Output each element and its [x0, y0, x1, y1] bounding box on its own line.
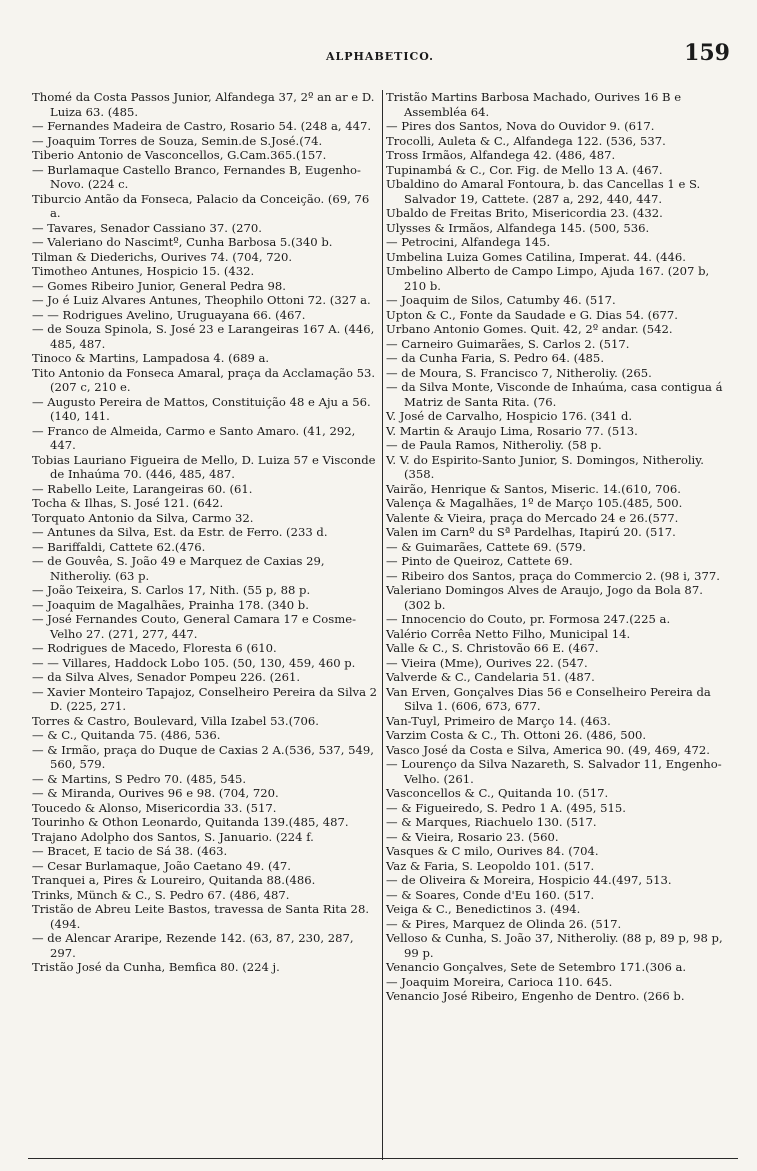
directory-entry: Tupinambá & C., Cor. Fig. de Mello 13 A. (467. [386, 162, 663, 177]
directory-entry: — & Martins, S Pedro 70. (485, 545. [32, 771, 247, 786]
directory-entry: — de Alencar Araripe, Rezende 142. (63, 87, 230, 287, 297. [32, 931, 354, 960]
directory-entry: — da Silva Monte, Visconde de Inhaúma, casa contigua á Matriz de Santa Rita. (76. [386, 380, 723, 409]
directory-entry: Tiburcio Antão da Fonseca, Palacio da Conceição. (69, 76 a. [32, 191, 370, 220]
directory-entry: Trajano Adolpho dos Santos, S. Januario. (224 f. [32, 829, 314, 844]
directory-entry: Valle & C., S. Christovão 66 E. (467. [386, 641, 599, 655]
directory-entry: Umbelina Luiza Gomes Catilina, Imperat. 44. (446. [386, 249, 686, 264]
directory-entry: — Franco de Almeida, Carmo e Santo Amaro. (41, 292, 447. [32, 423, 356, 452]
directory-entry: — Innocencio do Couto, pr. Formosa 247.(225 a. [386, 612, 671, 626]
running-title: ALPHABETICO. [325, 50, 434, 63]
directory-entry: Van-Tuyl, Primeiro de Março 14. (463. [386, 713, 611, 728]
directory-entry: — — Villares, Haddock Lobo 105. (50, 130, 459, 460 p. [32, 655, 356, 670]
directory-entry: Vaz & Faria, S. Leopoldo 101. (517. [386, 858, 595, 873]
page-header [30, 40, 730, 74]
bottom-rule [28, 1158, 738, 1159]
directory-entry: Vasconcellos & C., Quitanda 10. (517. [386, 786, 609, 800]
directory-entry: Valente & Vieira, praça do Mercado 24 e 26.(577. [386, 510, 679, 525]
directory-entry: Ubaldo de Freitas Brito, Misericordia 23. (432. [386, 206, 663, 220]
directory-entry: — Bracet, E tacio de Sá 38. (463. [32, 844, 228, 858]
directory-entry: Toucedo & Alonso, Misericordia 33. (517. [32, 800, 277, 815]
directory-entry: — José Fernandes Couto, General Camara 17 e Cosme-Velho 27. (271, 277, 447. [32, 612, 356, 641]
directory-entry: — Tavares, Senador Cassiano 37. (270. [32, 220, 262, 235]
directory-entry: — da Silva Alves, Senador Pompeu 226. (261. [32, 670, 301, 684]
directory-entry: Tinoco & Martins, Lampadosa 4. (689 a. [32, 351, 270, 365]
directory-entry: Ubaldino do Amaral Fontoura, b. das Cancellas 1 e S. Salvador 19, Cattete. (287 a, 292, 440, 447. [386, 177, 701, 206]
directory-entry: — & Soares, Conde d'Eu 160. (517. [386, 887, 595, 902]
directory-entry: Torres & Castro, Boulevard, Villa Izabel 53.(706. [32, 713, 319, 728]
directory-entry: V. V. do Espirito-Santo Junior, S. Domingos, Nitheroliy. (358. [386, 452, 704, 481]
directory-entry: — Valeriano do Nascimtº, Cunha Barbosa 5.(340 b. [32, 235, 333, 249]
directory-entry: Tobias Lauriano Figueira de Mello, D. Luiza 57 e Visconde de Inhaúma 70. (446, 485, 487. [32, 452, 376, 481]
directory-entry: Valverde & C., Candelaria 51. (487. [386, 670, 595, 684]
directory-entry: — & C., Quitanda 75. (486, 536. [32, 728, 221, 742]
directory-entry: Varzim Costa & C., Th. Ottoni 26. (486, 500. [386, 728, 647, 742]
directory-entry: Valeriano Domingos Alves de Araujo, Jogo da Bola 87. (302 b. [386, 583, 703, 612]
directory-entry: — da Cunha Faria, S. Pedro 64. (485. [386, 351, 604, 365]
directory-entry: V. Martin & Araujo Lima, Rosario 77. (513. [386, 423, 638, 438]
directory-entry: — Augusto Pereira de Mattos, Constituição 48 e Aju a 56. (140, 141. [32, 394, 371, 423]
page-number: 159 [684, 40, 730, 66]
directory-entry: — Cesar Burlamaque, João Caetano 49. (47. [32, 858, 291, 873]
directory-entry: Vasco José da Costa e Silva, America 90. (49, 469, 472. [386, 742, 710, 757]
directory-entry: Tristão Martins Barbosa Machado, Ourives 16 B e Assembléa 64. [386, 90, 682, 119]
directory-entry: — de Moura, S. Francisco 7, Nitheroliy. (265. [386, 365, 652, 380]
directory-entry: Van Erven, Gonçalves Dias 56 e Conselheiro Pereira da Silva 1. (606, 673, 677. [386, 684, 711, 713]
directory-entry: Tristão de Abreu Leite Bastos, travessa de Santa Rita 28. (494. [32, 902, 369, 931]
directory-entry: — Joaquim de Magalhães, Prainha 178. (340 b. [32, 597, 309, 612]
directory-entry: — & Vieira, Rosario 23. (560. [386, 829, 559, 844]
directory-entry: — de Paula Ramos, Nitheroliy. (58 p. [386, 438, 602, 452]
directory-entry: Tristão José da Cunha, Bemfica 80. (224 j. [32, 960, 280, 974]
directory-entry: — Rabello Leite, Larangeiras 60. (61. [32, 481, 253, 496]
directory-entry: Upton & C., Fonte da Saudade e G. Dias 54. (677. [386, 307, 678, 322]
directory-entry: Vairão, Henrique & Santos, Miseric. 14.(610, 706. [386, 481, 681, 496]
directory-entry: V. José de Carvalho, Hospicio 176. (341 d. [386, 409, 633, 423]
directory-entry: — Burlamaque Castello Branco, Fernandes B, Eugenho-Novo. (224 c. [32, 162, 361, 191]
directory-entry: — Joaquim Torres de Souza, Semin.de S.José.(74. [32, 133, 323, 148]
left-column [32, 90, 382, 1160]
directory-entry: Valen im Carnº du Sª Pardelhas, Itapirú 20. (517. [386, 525, 676, 539]
directory-entry: Ulysses & Irmãos, Alfandega 145. (500, 536. [386, 220, 650, 235]
directory-entry: — & Pires, Marquez de Olinda 26. (517. [386, 916, 622, 931]
directory-entry: Trinks, Münch & C., S. Pedro 67. (486, 487. [32, 887, 290, 902]
directory-entry: Tilman & Diederichs, Ourives 74. (704, 720. [32, 249, 293, 264]
directory-entry: Tourinho & Othon Leonardo, Quitanda 139.(485, 487. [32, 815, 349, 829]
directory-entry: — & Irmão, praça do Duque de Caxias 2 A.(536, 537, 549, 560, 579. [32, 742, 374, 771]
directory-entry: Urbano Antonio Gomes. Quit. 42, 2º andar. (542. [386, 322, 673, 336]
directory-entry: — & Guimarães, Cattete 69. (579. [386, 539, 586, 554]
directory-entry: Timotheo Antunes, Hospicio 15. (432. [32, 264, 255, 278]
directory-entry: Venancio José Ribeiro, Engenho de Dentro. (266 b. [386, 989, 685, 1003]
directory-entry: Valério Corrêa Netto Filho, Municipal 14. [386, 626, 631, 641]
directory-entry: Thomé da Costa Passos Junior, Alfandega 37, 2º an ar e D. Luiza 63. (485. [32, 90, 375, 119]
directory-entry: — — Rodrigues Avelino, Uruguayana 66. (467. [32, 307, 306, 322]
directory-entry: — & Marques, Riachuelo 130. (517. [386, 815, 597, 829]
directory-entry: — Pires dos Santos, Nova do Ouvidor 9. (617. [386, 119, 655, 133]
directory-entry: — Petrocini, Alfandega 145. [386, 235, 551, 249]
directory-entry: Tranquei a, Pires & Loureiro, Quitanda 88.(486. [32, 873, 316, 887]
directory-entry: Umbelino Alberto de Campo Limpo, Ajuda 167. (207 b, 210 b. [386, 264, 710, 293]
directory-entry: Tiberio Antonio de Vasconcellos, G.Cam.365.(157. [32, 148, 327, 162]
directory-entry: — Ribeiro dos Santos, praça do Commercio 2. (98 i, 377. [386, 568, 720, 583]
directory-entry: — Joaquim Moreira, Carioca 110. 645. [386, 974, 613, 989]
directory-entry: Venancio Gonçalves, Sete de Setembro 171.(306 a. [386, 960, 687, 974]
directory-entry: — Carneiro Guimarães, S. Carlos 2. (517. [386, 336, 630, 351]
directory-columns [32, 90, 732, 1160]
directory-entry: Torquato Antonio da Silva, Carmo 32. [32, 510, 254, 525]
right-column [382, 90, 732, 1160]
directory-entry: — Bariffaldi, Cattete 62.(476. [32, 539, 206, 554]
directory-entry: — Lourenço da Silva Nazareth, S. Salvador 11, Engenho-Velho. (261. [386, 757, 722, 786]
directory-entry: — João Teixeira, S. Carlos 17, Nith. (55 p, 88 p. [32, 583, 311, 597]
directory-entry: Tito Antonio da Fonseca Amaral, praça da Acclamação 53. (207 c, 210 e. [32, 365, 376, 394]
directory-entry: — Rodrigues de Macedo, Floresta 6 (610. [32, 641, 277, 655]
directory-entry: Tross Irmãos, Alfandega 42. (486, 487. [386, 148, 616, 162]
directory-entry: — de Gouvêa, S. João 49 e Marquez de Caxias 29, Nitheroliy. (63 p. [32, 554, 325, 583]
directory-entry: Valença & Magalhães, 1º de Março 105.(485, 500. [386, 496, 683, 510]
directory-entry: — Vieira (Mme), Ourives 22. (547. [386, 655, 588, 670]
directory-entry: Veiga & C., Benedictinos 3. (494. [386, 902, 581, 916]
directory-entry: Trocolli, Auleta & C., Alfandega 122. (536, 537. [386, 133, 666, 148]
directory-entry: — Antunes da Silva, Est. da Estr. de Ferro. (233 d. [32, 525, 328, 539]
directory-entry: Vasques & C milo, Ourives 84. (704. [386, 844, 599, 858]
directory-entry: Tocha & Ilhas, S. José 121. (642. [32, 496, 224, 510]
directory-entry: — Pinto de Queiroz, Cattete 69. [386, 554, 573, 568]
directory-entry: — Jo é Luiz Alvares Antunes, Theophilo Ottoni 72. (327 a. [32, 293, 371, 307]
directory-entry: — Xavier Monteiro Tapajoz, Conselheiro Pereira da Silva 2 D. (225, 271. [32, 684, 378, 713]
directory-entry: Velloso & Cunha, S. João 37, Nitheroliy. (88 p, 89 p, 98 p, 99 p. [386, 931, 723, 960]
directory-entry: — de Oliveira & Moreira, Hospicio 44.(497, 513. [386, 873, 672, 887]
directory-entry: — de Souza Spinola, S. José 23 e Larangeiras 167 A. (446, 485, 487. [32, 322, 375, 351]
directory-entry: — Joaquim de Silos, Catumby 46. (517. [386, 293, 616, 307]
directory-entry: — & Figueiredo, S. Pedro 1 A. (495, 515. [386, 800, 626, 815]
directory-entry: — Gomes Ribeiro Junior, General Pedra 98. [32, 278, 286, 293]
directory-entry: — Fernandes Madeira de Castro, Rosario 54. (248 a, 447. [32, 119, 372, 133]
directory-entry: — & Miranda, Ourives 96 e 98. (704, 720. [32, 786, 279, 800]
